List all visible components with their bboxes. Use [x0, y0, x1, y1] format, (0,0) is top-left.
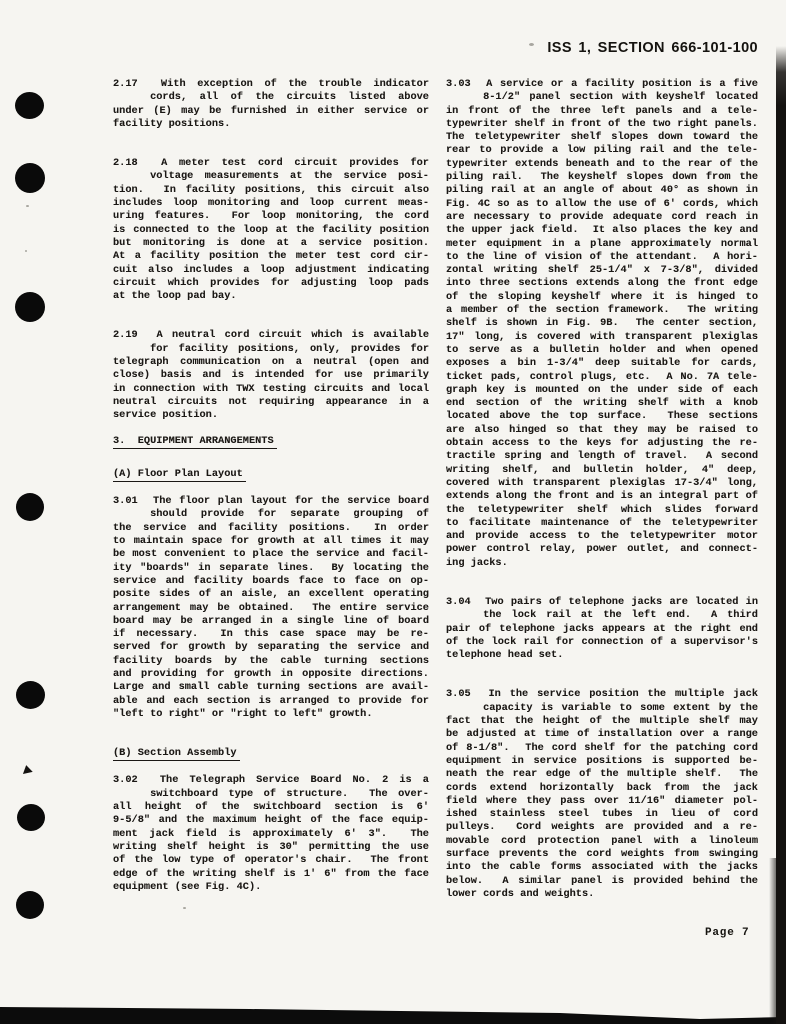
binding-hole-mark — [15, 163, 45, 193]
line-text: end section of the writing shelf with a knob — [446, 397, 758, 410]
line-text: switchboard type of structure. The over- — [150, 787, 429, 800]
text-line — [113, 224, 429, 237]
line-text: graph key is mounted on the under side of each — [446, 383, 758, 396]
line-text: 8-1/2" panel section with keyshelf located — [483, 91, 758, 104]
line-text: covered with transparent plexiglas 17-3/4" long, — [446, 476, 758, 489]
text-line — [446, 410, 758, 423]
line-text: uring features. For loop monitoring, the cord — [113, 210, 429, 223]
paragraph-2-19 — [113, 329, 429, 422]
binding-hole-mark — [16, 681, 45, 709]
line-text: telegraph communication on a neutral (open and — [113, 356, 429, 369]
line-text: equipment (see Fig. 4C). — [113, 880, 262, 893]
text-line — [113, 708, 429, 721]
text-line — [446, 543, 758, 556]
text-line — [446, 171, 758, 184]
page-number: Page 7 — [705, 927, 750, 939]
line-text: of the lock rail for connection of a supervisor's — [446, 635, 758, 648]
paragraph-2-18 — [113, 157, 429, 303]
line-text: piling rail. The keyshelf slopes down from the — [446, 171, 758, 184]
sub-heading — [113, 747, 429, 760]
paragraph-3-05 — [446, 688, 758, 901]
text-line — [446, 557, 758, 570]
line-text: obtain access to the keys for adjusting the re- — [446, 437, 758, 450]
line-text: tion. In facility positions, this circuit also — [113, 183, 429, 196]
text-line — [113, 535, 429, 548]
indent — [113, 350, 150, 351]
ink-speck — [25, 250, 27, 252]
line-text: pair of telephone jacks appears at the right end — [446, 622, 758, 635]
indent — [113, 795, 150, 796]
line-text: served for growth by separating the service and — [113, 641, 429, 654]
line-text: to the line of vision of the attendant. A hori- — [446, 250, 758, 263]
text-line — [446, 596, 758, 609]
sub-heading — [113, 468, 429, 481]
line-text: of the low type of operator's chair. The front — [113, 854, 429, 867]
text-line — [446, 702, 758, 715]
text-line — [113, 508, 429, 521]
text-line — [446, 808, 758, 821]
text-line — [113, 841, 429, 854]
text-line — [446, 224, 758, 237]
text-line — [446, 464, 758, 477]
text-line — [113, 277, 429, 290]
text-line — [446, 782, 758, 795]
text-line — [446, 198, 758, 211]
indent — [446, 98, 483, 99]
document-section-header: ISS 1, SECTION 666-101-100 — [547, 40, 758, 56]
text-line — [446, 344, 758, 357]
text-line — [113, 774, 429, 787]
text-line — [446, 795, 758, 808]
line-text: are necessary to provide adequate cord reach in — [446, 210, 758, 223]
text-line — [446, 78, 758, 91]
text-line — [446, 649, 758, 662]
line-text: edge of the writing shelf is 1' 6" from the face — [113, 867, 429, 880]
text-line — [446, 848, 758, 861]
line-text: 2.17 With exception of the trouble indicator — [113, 78, 429, 90]
text-line — [113, 250, 429, 263]
line-text: neath the rear edge of the multiple shelf. The — [446, 768, 758, 781]
text-line — [446, 357, 758, 370]
line-text: 9-5/8" and the maximum height of the face equip- — [113, 814, 429, 827]
text-line — [113, 118, 429, 131]
indent — [446, 616, 483, 617]
text-line — [113, 91, 429, 104]
text-line — [113, 157, 429, 170]
text-line — [446, 131, 758, 144]
line-text: power control relay, power outlet, and connect- — [446, 543, 758, 556]
text-line — [113, 237, 429, 250]
line-text: 3.04 Two pairs of telephone jacks are located in — [446, 595, 758, 608]
text-line — [446, 835, 758, 848]
line-text: ished stainless steel tubes in lieu of cord — [446, 808, 758, 821]
text-line — [446, 317, 758, 330]
indent — [113, 515, 150, 516]
binding-hole-mark — [15, 292, 45, 322]
line-text: Fig. 4C so as to allow the use of 6' cords, which — [446, 197, 758, 210]
text-line — [446, 371, 758, 384]
line-text: field where they pass over 11/16" diameter pol- — [446, 794, 758, 807]
ink-speck — [26, 205, 29, 207]
text-line — [113, 881, 429, 894]
line-text: and provide access to the teletypewriter motor — [446, 530, 758, 543]
line-text: capacity is variable to some extent by the — [483, 701, 758, 714]
text-line — [446, 264, 758, 277]
text-line — [446, 875, 758, 888]
text-line — [446, 158, 758, 171]
text-line — [113, 197, 429, 210]
text-line — [113, 854, 429, 867]
line-text: circuit which provides for adjusting loop pads — [113, 276, 429, 289]
scan-edge-right-lower — [769, 858, 786, 1024]
text-line — [446, 742, 758, 755]
text-line — [113, 801, 429, 814]
line-text: and providing for growth in opposite directions. — [113, 667, 429, 680]
line-text: but monitoring is done at a service position. — [113, 236, 429, 249]
indent — [446, 709, 483, 710]
line-text: facility positions. — [113, 117, 231, 130]
text-line — [446, 609, 758, 622]
line-text: to serve as a bulletin holder and when opened — [446, 343, 758, 356]
line-text: of the sloping keyshelf where it is hinged to — [446, 290, 758, 303]
text-line — [113, 628, 429, 641]
line-text: 2.18 A meter test cord circuit provides for — [113, 157, 429, 170]
heading-text: (B) Section Assembly — [113, 747, 240, 761]
text-line — [113, 170, 429, 183]
line-text: service and facility boards face to face on op- — [113, 574, 429, 587]
text-line — [446, 304, 758, 317]
text-line — [446, 715, 758, 728]
text-line — [446, 517, 758, 530]
triangle-ink-speck — [21, 764, 32, 774]
text-line — [113, 828, 429, 841]
left-column — [113, 78, 429, 920]
binding-hole-mark — [17, 804, 45, 831]
line-text: 3.02 The Telegraph Service Board No. 2 is a — [113, 774, 429, 787]
text-line — [113, 105, 429, 118]
text-line — [446, 277, 758, 290]
text-line — [446, 530, 758, 543]
text-line — [113, 290, 429, 303]
text-line — [113, 396, 429, 409]
text-line — [113, 655, 429, 668]
line-text: meter equipment in a plane approximately normal — [446, 237, 758, 250]
text-line — [446, 397, 758, 410]
paragraph-2-17 — [113, 78, 429, 131]
ink-speck — [183, 907, 186, 909]
line-text: ity "boards" in separate lines. By locating the — [113, 561, 429, 574]
text-line — [113, 356, 429, 369]
line-text: board may be arranged in a single line of board — [113, 614, 429, 627]
text-line — [113, 495, 429, 508]
line-text: are also hinged so that they may be raised to — [446, 423, 758, 436]
line-text: 3.05 In the service position the multiple jack — [446, 688, 758, 701]
line-text: shelf is shown in Fig. 9B. The center section, — [446, 317, 758, 330]
text-line — [446, 384, 758, 397]
binding-hole-mark — [15, 92, 44, 119]
line-text: 3.03 A service or a facility position is a five — [446, 78, 758, 90]
text-line — [446, 768, 758, 781]
text-line — [446, 636, 758, 649]
heading-text: (A) Floor Plan Layout — [113, 468, 246, 482]
text-line — [446, 424, 758, 437]
line-text: if necessary. In this case space may be re- — [113, 628, 429, 641]
line-text: exposes a bin 1-3/4" deep suitable for cards, — [446, 357, 758, 370]
text-line — [446, 105, 758, 118]
text-line — [113, 814, 429, 827]
paragraph-3-02 — [113, 774, 429, 894]
paragraph-3-04 — [446, 596, 758, 662]
line-text: the upper jack field. It also places the key and — [446, 224, 758, 237]
text-line — [113, 681, 429, 694]
line-text: The teletypewriter shelf slopes down toward the — [446, 131, 758, 144]
line-text: movable cord protection panel with a linoleum — [446, 834, 758, 847]
line-text: rear to provide a low piling rail and the tele- — [446, 144, 758, 157]
text-line — [113, 522, 429, 535]
binding-hole-mark — [16, 891, 44, 919]
line-text: arrangement may be obtained. The entire service — [113, 601, 429, 614]
line-text: "left to right" or "right to left" growth. — [113, 707, 373, 720]
line-text: into three sections extends along the front edge — [446, 277, 758, 290]
text-line — [446, 437, 758, 450]
line-text: voltage measurements at the service posi- — [150, 170, 429, 183]
line-text: at the loop pad bay. — [113, 290, 237, 303]
text-line — [113, 78, 429, 91]
line-text: lower cords and weights. — [446, 887, 595, 900]
line-text: extends along the front and is an integral part of — [446, 490, 758, 503]
text-line — [113, 615, 429, 628]
line-text: should provide for separate grouping of — [150, 508, 429, 521]
line-text: cords extend horizontally back from the jack — [446, 781, 758, 794]
line-text: for facility positions, only, provides for — [150, 342, 429, 355]
text-line — [113, 264, 429, 277]
line-text: all height of the switchboard section is 6' — [113, 801, 429, 814]
line-text: able and each section is arranged to provide for — [113, 694, 429, 707]
line-text: located above the top surface. These sections — [446, 410, 758, 423]
text-line — [113, 329, 429, 342]
line-text: into the cable forms associated with the jacks — [446, 861, 758, 874]
line-text: At a facility position the meter test cord cir- — [113, 250, 429, 263]
text-line — [113, 409, 429, 422]
text-line — [446, 450, 758, 463]
line-text: 3.01 The floor plan layout for the service board — [113, 495, 429, 508]
line-text: the service and facility positions. In order — [113, 521, 429, 534]
line-text: the lock rail at the left end. A third — [483, 609, 758, 622]
line-text: ticket pads, control plugs, etc. A No. 7A tele- — [446, 370, 758, 383]
line-text: of 8-1/8". The cord shelf for the patching cord — [446, 741, 758, 754]
indent — [113, 98, 150, 99]
paragraph-3-03 — [446, 78, 758, 570]
scan-edge-bottom — [0, 1005, 786, 1024]
line-text: tractile spring and length of travel. A second — [446, 450, 758, 463]
text-line — [113, 184, 429, 197]
line-text: to facilitate maintenance of the teletypewriter — [446, 516, 758, 529]
line-text: 17" long, is covered with transparent plexiglas — [446, 330, 758, 343]
heading-text: 3. EQUIPMENT ARRANGEMENTS — [113, 435, 277, 449]
text-line — [446, 728, 758, 741]
text-line — [113, 548, 429, 561]
line-text: under (E) may be furnished in either service or — [113, 104, 429, 117]
text-line — [113, 575, 429, 588]
line-text: writing shelf height is 30" permitting the use — [113, 840, 429, 853]
line-text: includes loop monitoring and loop current meas- — [113, 197, 429, 210]
text-line — [113, 641, 429, 654]
line-text: close) basis and is intended for use primarily — [113, 369, 429, 382]
text-line — [446, 477, 758, 490]
line-text: be most convenient to place the service and facil- — [113, 548, 429, 561]
text-line — [446, 184, 758, 197]
line-text: service position. — [113, 409, 219, 422]
line-text: neutral circuits not requiring appearance in a — [113, 395, 429, 408]
text-line — [113, 562, 429, 575]
line-text: the teletypewriter shelf which slides forward — [446, 503, 758, 516]
line-text: surface prevents the cord weights from swinging — [446, 848, 758, 861]
text-line — [113, 210, 429, 223]
text-line — [446, 861, 758, 874]
text-line — [113, 788, 429, 801]
text-line — [113, 383, 429, 396]
text-line — [446, 144, 758, 157]
binding-hole-mark — [16, 493, 44, 521]
line-text: a member of the section framework. The writing — [446, 304, 758, 317]
line-text: is connected to the loop at the facility position — [113, 223, 429, 236]
line-text: fact that the height of the multiple shelf may — [446, 715, 758, 728]
line-text: typewriter shelf in front of the two right panels. — [446, 117, 758, 130]
text-line — [446, 888, 758, 901]
text-line — [446, 238, 758, 251]
line-text: ing jacks. — [446, 556, 508, 569]
text-line — [113, 602, 429, 615]
line-text: facility boards by the cable turning sections — [113, 654, 429, 667]
line-text: cords, all of the circuits listed above — [150, 91, 429, 104]
line-text: 2.19 A neutral cord circuit which is available — [113, 329, 429, 342]
paragraph-3-01 — [113, 495, 429, 721]
text-line — [446, 755, 758, 768]
line-text: typewriter extends beneath and to the rear of the — [446, 157, 758, 170]
line-text: be adjusted at time of installation over a range — [446, 728, 758, 741]
text-line — [446, 251, 758, 264]
ink-speck — [529, 43, 534, 46]
line-text: in connection with TWX testing circuits and local — [113, 382, 429, 395]
indent — [113, 177, 150, 178]
text-line — [113, 588, 429, 601]
text-line — [446, 291, 758, 304]
text-line — [446, 821, 758, 834]
text-line — [446, 504, 758, 517]
text-line — [446, 331, 758, 344]
text-line — [446, 623, 758, 636]
line-text: in front of the three left panels and a tele- — [446, 104, 758, 117]
line-text: zontal writing shelf 25-1/4" x 7-3/8", divided — [446, 264, 758, 277]
text-line — [113, 695, 429, 708]
right-column — [446, 78, 758, 927]
text-line — [446, 118, 758, 131]
line-text: pulleys. Cord weights are provided and a re- — [446, 821, 758, 834]
text-line — [113, 668, 429, 681]
text-line — [446, 211, 758, 224]
text-line — [113, 343, 429, 356]
line-text: to maintain space for growth at all times it may — [113, 535, 429, 548]
text-line — [446, 91, 758, 104]
text-line — [113, 868, 429, 881]
line-text: posite sides of an aisle, an excellent operating — [113, 588, 429, 601]
line-text: Large and small cable turning sections are avail- — [113, 681, 429, 694]
line-text: cuit also includes a loop adjustment indicating — [113, 263, 429, 276]
section-heading — [113, 435, 429, 448]
text-line — [113, 369, 429, 382]
line-text: ment jack field is approximately 6' 3". The — [113, 827, 429, 840]
line-text: telephone head set. — [446, 649, 564, 662]
line-text: equipment in service positions is supported be- — [446, 754, 758, 767]
line-text: below. A similar panel is provided behind the — [446, 874, 758, 887]
line-text: writing shelf, and bulletin holder, 4" deep, — [446, 463, 758, 476]
text-line — [446, 688, 758, 701]
text-line — [446, 490, 758, 503]
line-text: piling rail at an angle of about 40° as shown in — [446, 184, 758, 197]
